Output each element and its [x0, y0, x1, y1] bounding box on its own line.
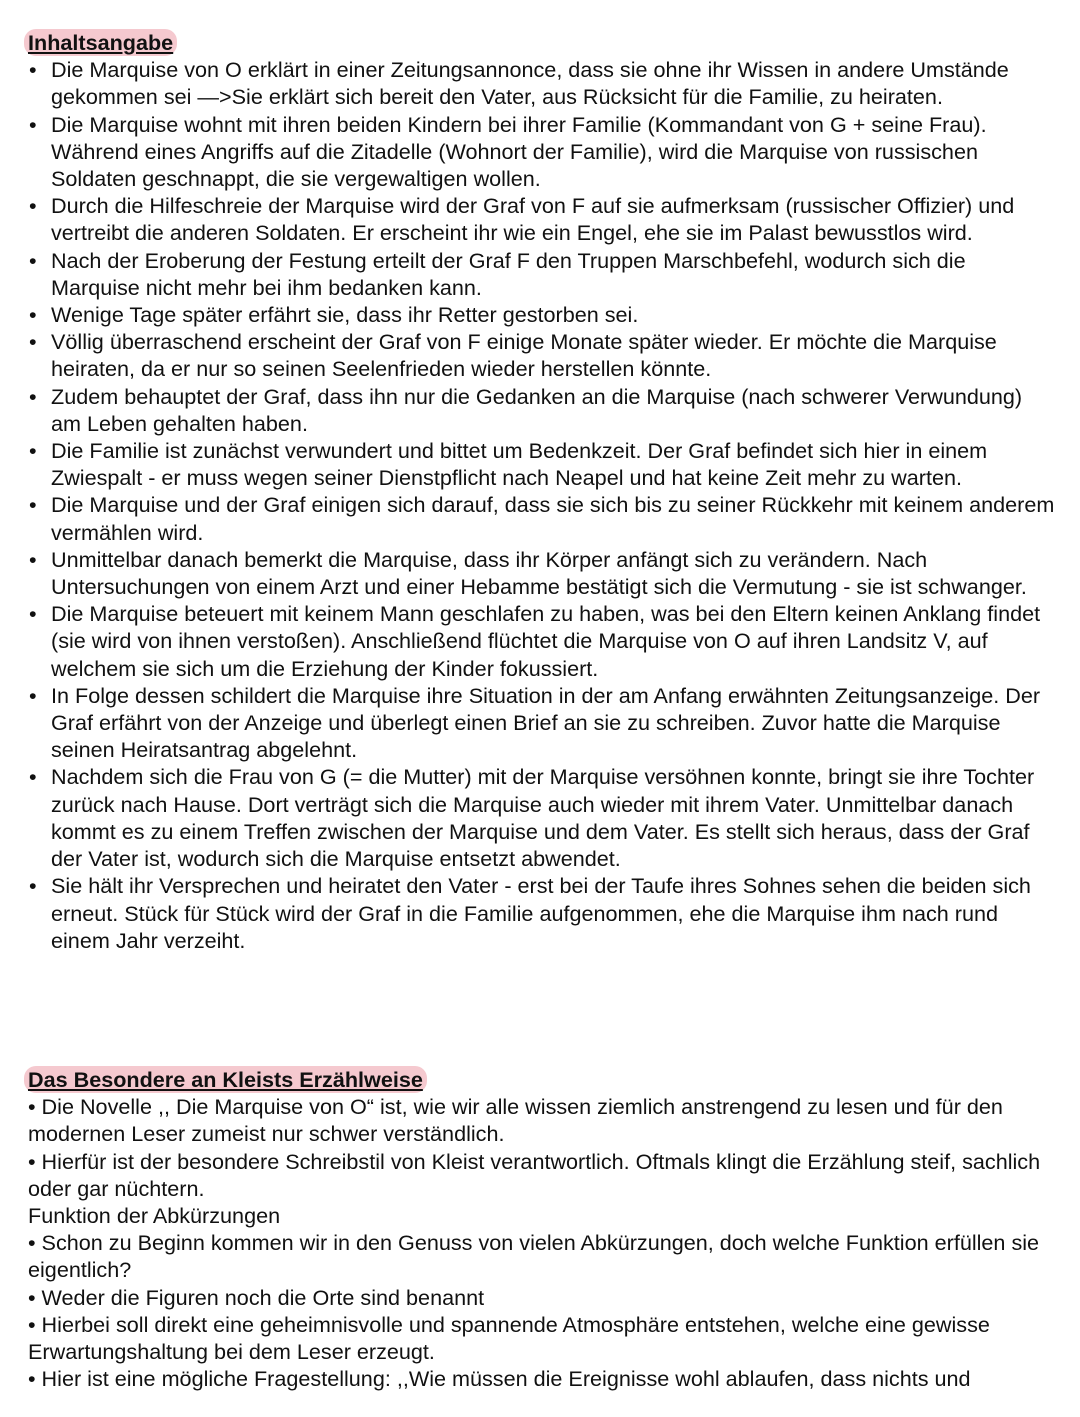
list-item: • Die Marquise und der Graf einigen sich darauf, dass sie sich bis zu seiner Rückkehr mit keinem anderem vermählen wird.: [28, 491, 1058, 545]
list-item: • In Folge dessen schildert die Marquise ihre Situation in der am Anfang erwähnten Zeitungsanzeige. Der Graf erfährt von der Anzeige und überlegt einen Brief an sie zu schreiben. Zuvor hatte die Marquise seinen Heiratsantrag abgelehnt.: [28, 682, 1058, 764]
summary-section: [28, 29, 1058, 954]
list-item: • Nachdem sich die Frau von G (= die Mutter) mit der Marquise versöhnen konnte, bringt sie ihre Tochter zurück nach Hause. Dort verträgt sich die Marquise auch wieder mit ihrem Vater. Unmittelbar danach kommt es zu einem Treffen zwischen der Marquise und dem Vater. Es stellt sich heraus, dass der Graf der Vater ist, wodurch sich die Marquise entsetzt abwendet.: [28, 763, 1058, 872]
paragraph-line: • Hier ist eine mögliche Fragestellung: ,,Wie müssen die Ereignisse wohl ablaufen, dass nichts und: [28, 1366, 971, 1392]
list-item: • Die Marquise von O erklärt in einer Zeitungsannonce, dass sie ohne ihr Wissen in andere Umstände gekommen sei —>Sie erklärt sich bereit den Vater, aus Rücksicht für die Familie, zu heiraten.: [28, 56, 1058, 110]
paragraph-line: • Weder die Figuren noch die Orte sind benannt: [28, 1284, 485, 1310]
summary-heading: Inhaltsangabe: [24, 29, 177, 56]
list-item: • Nach der Eroberung der Festung erteilt der Graf F den Truppen Marschbefehl, wodurch sich die Marquise nicht mehr bei ihm bedanken kann.: [28, 247, 1058, 301]
narrative-style-heading: Das Besondere an Kleists Erzählweise: [24, 1066, 427, 1093]
list-item: • Die Marquise beteuert mit keinem Mann geschlafen zu haben, was bei den Eltern keinen Anklang findet (sie wird von ihnen verstoßen). Anschließend flüchtet die Marquise von O auf ihren Landsitz V, auf welchem sie sich um die Erziehung der Kinder fokussiert.: [28, 600, 1058, 682]
paragraph-line: • Hierbei soll direkt eine geheimnisvolle und spannende Atmosphäre entstehen, welche eine gewisse Erwartungshaltung bei dem Leser erzeugt.: [28, 1311, 990, 1365]
paragraph-line: • Schon zu Beginn kommen wir in den Genuss von vielen Abkürzungen, doch welche Funktion erfüllen sie eigentlich?: [28, 1230, 1040, 1283]
paragraph-line: • Die Novelle ,, Die Marquise von O“ ist, wie wir alle wissen ziemlich anstrengend zu lesen und für den modernen Leser zumeist nur schwer verständlich.: [28, 1094, 1003, 1147]
list-item: • Wenige Tage später erfährt sie, dass ihr Retter gestorben sei.: [28, 301, 1058, 328]
list-item: • Sie hält ihr Versprechen und heiratet den Vater - erst bei der Taufe ihres Sohnes sehen die beiden sich erneut. Stück für Stück wird der Graf in die Familie aufgenommen, ehe die Marquise ihm nach rund einem Jahr verzeiht.: [28, 872, 1058, 954]
list-item: • Durch die Hilfeschreie der Marquise wird der Graf von F auf sie aufmerksam (russischer Offizier) und vertreibt die anderen Soldaten. Er erscheint ihr wie ein Engel, ehe sie im Palast bewusstlos wird.: [28, 192, 1058, 246]
subheading: Funktion der Abkürzungen: [28, 1203, 281, 1229]
narrative-style-section: [28, 1066, 1058, 1392]
list-item: • Zudem behauptet der Graf, dass ihn nur die Gedanken an die Marquise (nach schwerer Verwundung) am Leben gehalten haben.: [28, 383, 1058, 437]
paragraph-line: • Hierfür ist der besondere Schreibstil von Kleist verantwortlich. Oftmals klingt die Erzählung steif, sachlich oder gar nüchtern.: [28, 1148, 1041, 1201]
summary-list: [28, 56, 1058, 954]
list-item: • Unmittelbar danach bemerkt die Marquise, dass ihr Körper anfängt sich zu verändern. Nach Untersuchungen von einem Arzt und einer Hebamme bestätigt sich die Vermutung - sie ist schwanger.: [28, 546, 1058, 600]
list-item: • Völlig überraschend erscheint der Graf von F einige Monate später wieder. Er möchte die Marquise heiraten, da er nur so seinen Seelenfrieden wieder herstellen könnte.: [28, 328, 1058, 382]
list-item: • Die Marquise wohnt mit ihren beiden Kindern bei ihrer Familie (Kommandant von G + seine Frau). Während eines Angriffs auf die Zitadelle (Wohnort der Familie), wird die Marquise von russischen Soldaten geschnappt, die sie vergewaltigen wollen.: [28, 111, 1058, 193]
list-item: • Die Familie ist zunächst verwundert und bittet um Bedenkzeit. Der Graf befindet sich hier in einem Zwiespalt - er muss wegen seiner Dienstpflicht nach Neapel und hat keine Zeit mehr zu warten.: [28, 437, 1058, 491]
